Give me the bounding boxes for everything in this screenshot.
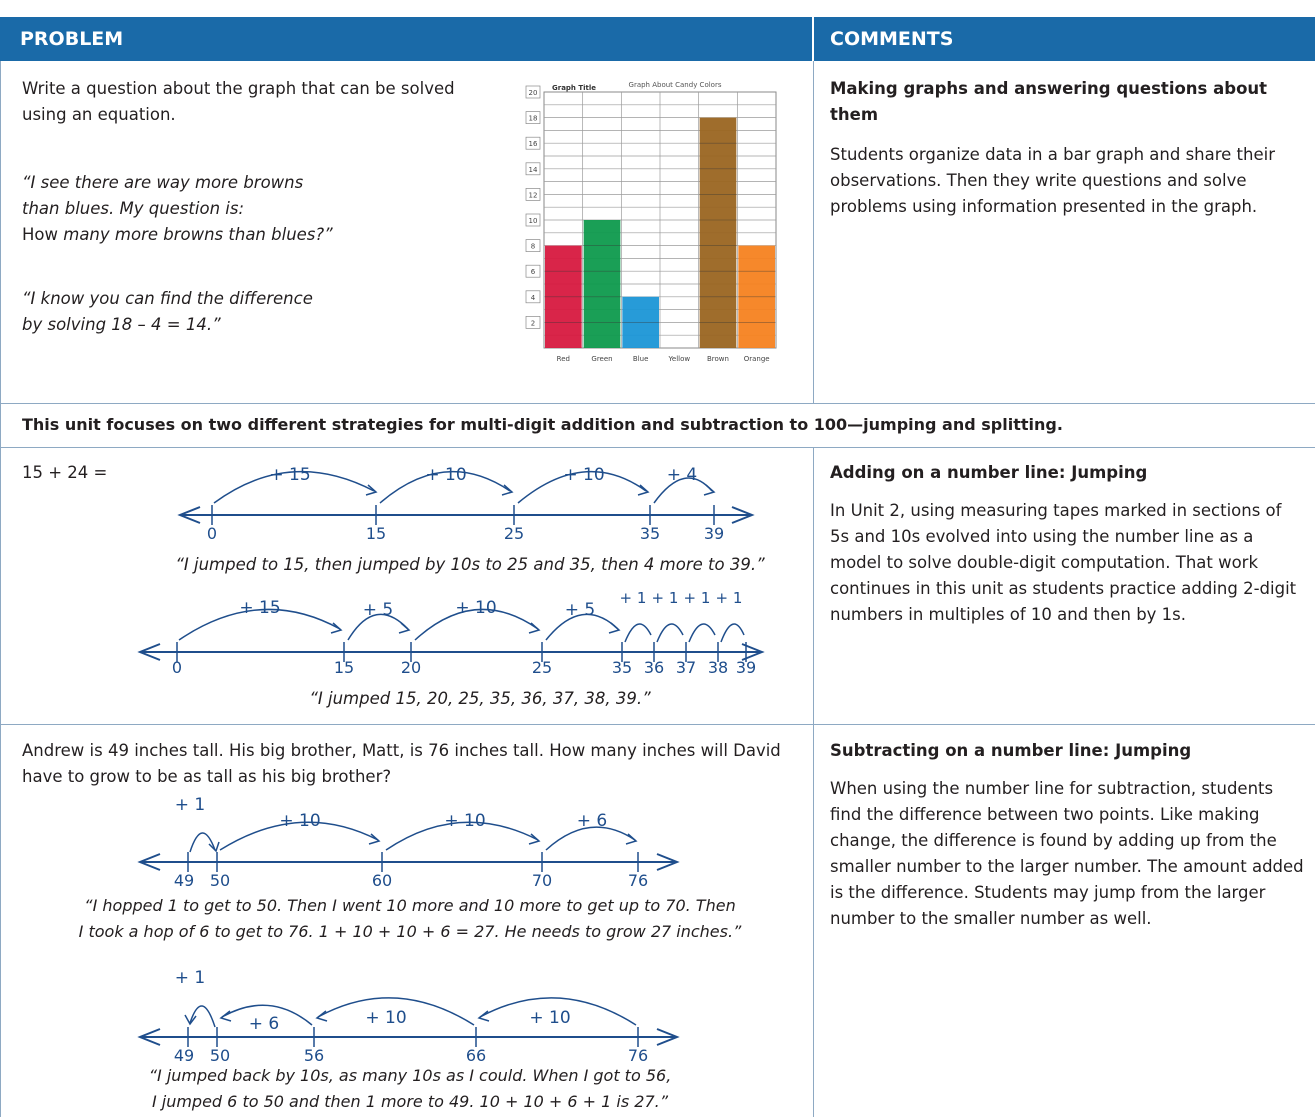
hop-quote <box>10 893 810 945</box>
jump-back-quote <box>60 1063 760 1115</box>
tick-label: 66 <box>465 1046 487 1065</box>
y-tick-label: 4 <box>530 293 536 302</box>
graph-question-prompt: Write a question about the graph that can be solved using an equation. <box>22 79 455 124</box>
quote-line <box>22 222 442 248</box>
jump-label: + 10 <box>425 465 467 485</box>
jump-label: + 10 <box>455 598 497 618</box>
jump-label: + 5 <box>362 600 394 620</box>
number-line-add-1 <box>170 455 770 540</box>
jump-label: + 1 <box>715 589 743 607</box>
tick-label: 56 <box>303 1046 325 1065</box>
quote-word: How <box>22 225 58 244</box>
problem-header <box>0 17 812 61</box>
jump-quote-2: “I jumped 15, 20, 25, 35, 36, 37, 38, 39.” <box>309 689 651 708</box>
jump-label: + 10 <box>563 465 605 485</box>
quote-line: “I hopped 1 to get to 50. Then I went 10 more and 10 more to get up to 70. Then <box>84 896 736 915</box>
tick-label: 49 <box>173 871 195 890</box>
y-tick-label: 14 <box>528 165 538 174</box>
comments-header-label: COMMENTS <box>830 28 954 50</box>
tick-label: 49 <box>173 1046 195 1065</box>
quote-line: “I jumped back by 10s, as many 10s as I could. When I got to 56, <box>148 1066 672 1085</box>
jump-label: + 15 <box>239 598 281 618</box>
jump-label: + 1 <box>174 968 206 988</box>
y-tick-label: 16 <box>528 140 538 149</box>
tick-label: 35 <box>611 658 633 675</box>
tick-label: 37 <box>675 658 697 675</box>
jump-label: + 15 <box>269 465 311 485</box>
candy-color-bar-chart <box>520 80 780 365</box>
jump-label: + 1 <box>651 589 679 607</box>
comment-title-subtracting: Subtracting on a number line: Jumping <box>830 741 1192 760</box>
jump-label: + 6 <box>576 811 608 831</box>
jump-arcs <box>190 822 636 852</box>
tick-label: 15 <box>365 524 387 540</box>
student-quote-1 <box>22 170 442 248</box>
tick-label: 60 <box>371 871 393 890</box>
tick-label: 20 <box>400 658 422 675</box>
student-quote-2 <box>22 286 442 338</box>
tick-label: 35 <box>639 524 661 540</box>
x-tick-label: Brown <box>707 355 729 363</box>
column-divider-bottom <box>813 447 814 1117</box>
quote-word: many more browns than blues?” <box>58 225 333 244</box>
jump-label: + 4 <box>666 465 698 485</box>
jump-label: + 1 <box>174 795 206 815</box>
number-line-sub-1 <box>130 790 690 890</box>
tick-label: 50 <box>209 1046 231 1065</box>
tick-label: 50 <box>209 871 231 890</box>
quote-line: I jumped 6 to 50 and then 1 more to 49. 10 + 10 + 6 + 1 is 27.” <box>151 1092 669 1111</box>
y-tick-label: 10 <box>528 217 538 225</box>
addition-equation: 15 + 24 = <box>22 463 108 482</box>
problem-header-label: PROBLEM <box>20 28 124 50</box>
tick-label: 15 <box>333 658 355 675</box>
jump-label: + 10 <box>529 1008 571 1028</box>
tick-label: 25 <box>531 658 553 675</box>
tick-label: 36 <box>643 658 665 675</box>
comment-body-graphs: Students organize data in a bar graph and share their observations. Then they write questions and solve problems using information presented in the graph. <box>830 145 1275 216</box>
tick-label: 39 <box>703 524 725 540</box>
number-line-sub-2 <box>130 965 690 1065</box>
comment-body-adding: In Unit 2, using measuring tapes marked in sections of 5s and 10s evolved into using the number line as a model to solve double-digit computation. That work continues in this unit as students practice adding 2-digit numbers in multiples of 10 and then by 1s. <box>830 501 1297 624</box>
y-tick-label: 20 <box>528 89 538 97</box>
comment-title-adding: Adding on a number line: Jumping <box>830 463 1148 482</box>
tick-label: 38 <box>707 658 729 675</box>
jump-label: + 10 <box>444 811 486 831</box>
bar-green <box>584 220 621 348</box>
quote-line: “I see there are way more browns <box>22 173 304 192</box>
chart-title: Graph About Candy Colors <box>628 81 722 89</box>
y-tick-label: 6 <box>530 268 536 277</box>
tick-label: 0 <box>206 524 218 540</box>
jump-label: + 5 <box>564 600 596 620</box>
tick-label: 70 <box>531 871 553 890</box>
row-divider-1 <box>0 403 1315 404</box>
comments-header <box>814 17 1315 61</box>
x-tick-label: Red <box>556 355 570 363</box>
jump-label: + 6 <box>248 1014 280 1034</box>
column-divider-top <box>813 61 814 403</box>
jump-label: + 10 <box>279 811 321 831</box>
x-tick-label: Yellow <box>668 355 691 363</box>
y-tick-label: 8 <box>530 242 536 251</box>
y-tick-label: 12 <box>528 191 538 200</box>
quote-line: I took a hop of 6 to get to 76. 1 + 10 + 10 + 6 = 27. He needs to grow 27 inches.” <box>78 922 742 941</box>
quote-line: by solving 18 – 4 = 14.” <box>22 315 221 334</box>
chart-title-box-label: Graph Title <box>552 84 597 92</box>
jump-label: + 1 <box>683 589 711 607</box>
y-tick-label: 2 <box>530 319 536 328</box>
jump-quote-1: “I jumped to 15, then jumped by 10s to 25 and 35, then 4 more to 39.” <box>175 555 765 574</box>
x-tick-label: Green <box>591 355 613 363</box>
y-tick-label: 18 <box>528 114 538 123</box>
quote-line: than blues. My question is: <box>22 199 245 218</box>
tick-label: 0 <box>171 658 183 675</box>
subtraction-word-problem: Andrew is 49 inches tall. His big brother, Matt, is 76 inches tall. How many inches will David have to grow to be as tall as his big brother? <box>22 741 781 786</box>
tick-label: 76 <box>627 871 649 890</box>
x-tick-label: Blue <box>632 355 649 363</box>
jump-label: + 10 <box>365 1008 407 1028</box>
tick-label: 76 <box>627 1046 649 1065</box>
quote-line: “I know you can find the difference <box>22 289 313 308</box>
comment-body-subtracting: When using the number line for subtraction, students find the difference between two points. Like making change, the difference is found by adding up from the smaller number to the larger number. The amount added is the difference. Students may jump from the larger number to the smaller number as well. <box>830 779 1304 928</box>
tick-label: 39 <box>735 658 757 675</box>
jump-label: + 1 <box>619 589 647 607</box>
tick-label: 25 <box>503 524 525 540</box>
unit-focus-banner: This unit focuses on two different strategies for multi-digit addition and subtraction to 100—jumping and splitting. <box>22 415 1063 434</box>
table-left-border <box>0 61 1 1117</box>
row-divider-2 <box>0 447 1315 448</box>
number-line-add-2 <box>130 585 780 675</box>
row-divider-3 <box>0 724 1315 725</box>
comment-title-graphs: Making graphs and answering questions about them <box>830 79 1268 124</box>
x-tick-label: Orange <box>743 355 770 363</box>
bar-brown <box>700 118 737 348</box>
